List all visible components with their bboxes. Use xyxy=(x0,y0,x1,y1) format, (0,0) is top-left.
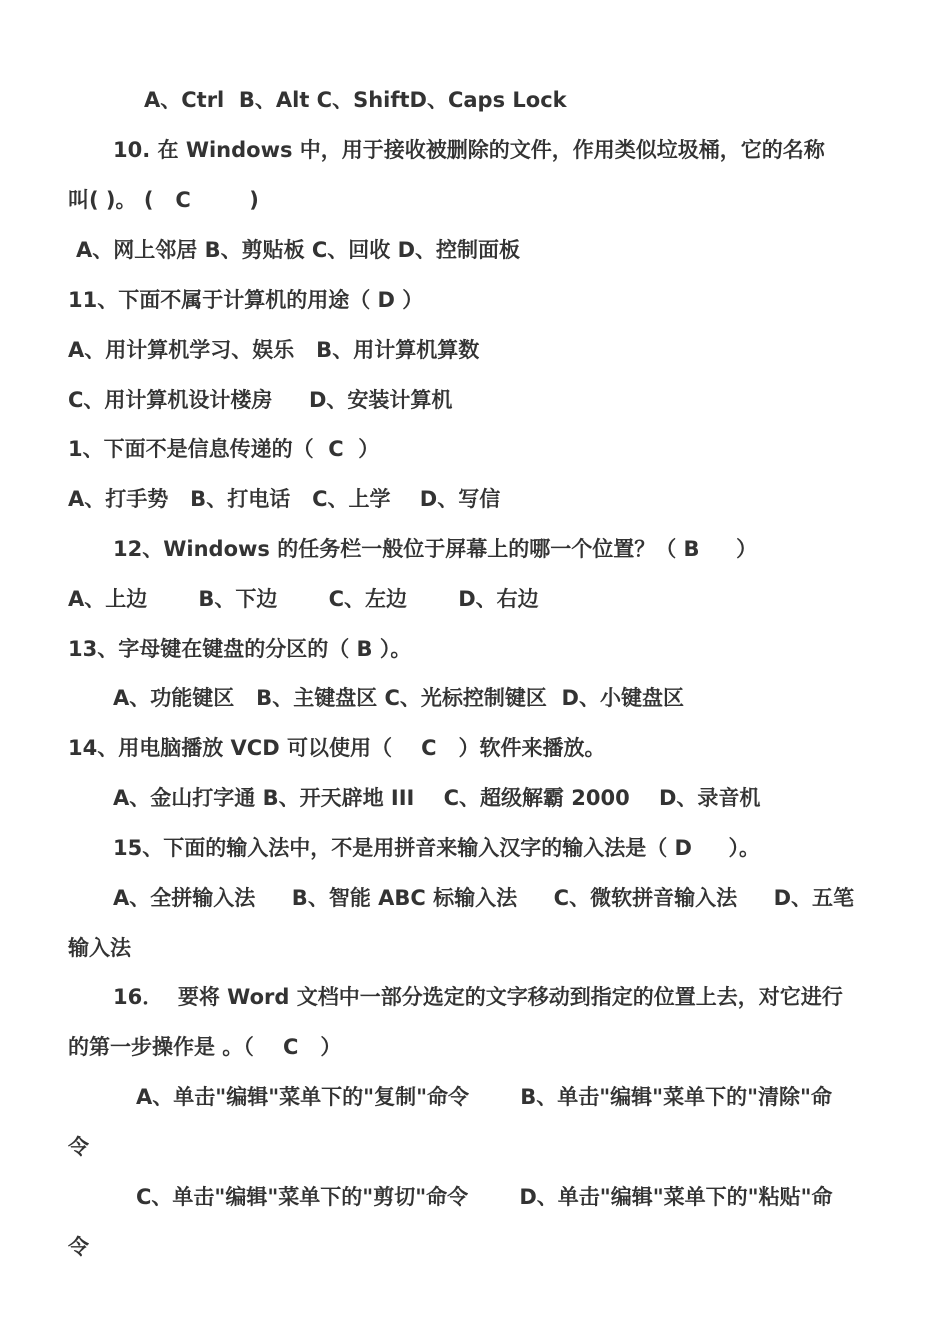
text-line: C、用计算机设计楼房 D、安装计算机 xyxy=(68,388,453,412)
text-line: A、网上邻居 B、剪贴板 C、回收 D、控制面板 xyxy=(76,238,521,262)
text-line: 12、Windows 的任务栏一般位于屏幕上的哪一个位置？（ B ） xyxy=(113,537,758,561)
text-line: A、单击"编辑"菜单下的"复制"命令 B、单击"编辑"菜单下的"清除"命 xyxy=(136,1085,832,1109)
text-line: 15、下面的输入法中，不是用拼音来输入汉字的输入法是（ D ）。 xyxy=(113,836,761,860)
text-line: 令 xyxy=(68,1235,89,1259)
text-line: 11、下面不属于计算机的用途（ D ） xyxy=(68,288,424,312)
text-line: A、上边 B、下边 C、左边 D、右边 xyxy=(68,587,539,611)
text-line: 叫( )。 ( C ) xyxy=(68,188,259,212)
text-line: 输入法 xyxy=(68,936,131,960)
text-line: A、功能键区 B、主键盘区 C、光标控制键区 D、小键盘区 xyxy=(113,686,684,710)
text-line: C、单击"编辑"菜单下的"剪切"命令 D、单击"编辑"菜单下的"粘贴"命 xyxy=(136,1185,833,1209)
text-line: A、Ctrl B、Alt C、ShiftD、Caps Lock xyxy=(144,88,567,112)
text-line: A、全拼输入法 B、智能 ABC 标输入法 C、微软拼音输入法 D、五笔 xyxy=(113,886,855,910)
text-line: A、用计算机学习、娱乐 B、用计算机算数 xyxy=(68,338,480,362)
text-line: 令 xyxy=(68,1135,89,1159)
text-line: 16． 要将 Word 文档中一部分选定的文字移动到指定的位置上去，对它进行 xyxy=(113,985,843,1009)
text-line: 13、字母键在键盘的分区的（ B ）。 xyxy=(68,637,412,661)
text-line: 10. 在 Windows 中，用于接收被删除的文件，作用类似垃圾桶，它的名称 xyxy=(113,138,825,162)
text-line: 的第一步操作是 。（ C ） xyxy=(68,1035,342,1059)
text-line: 1、下面不是信息传递的（ C ） xyxy=(68,437,380,461)
text-line: A、金山打字通 B、开天辟地 III C、超级解霸 2000 D、录音机 xyxy=(113,786,761,810)
text-line: A、打手势 B、打电话 C、上学 D、写信 xyxy=(68,487,501,511)
text-line: 14、用电脑播放 VCD 可以使用（ C ）软件来播放。 xyxy=(68,736,606,760)
